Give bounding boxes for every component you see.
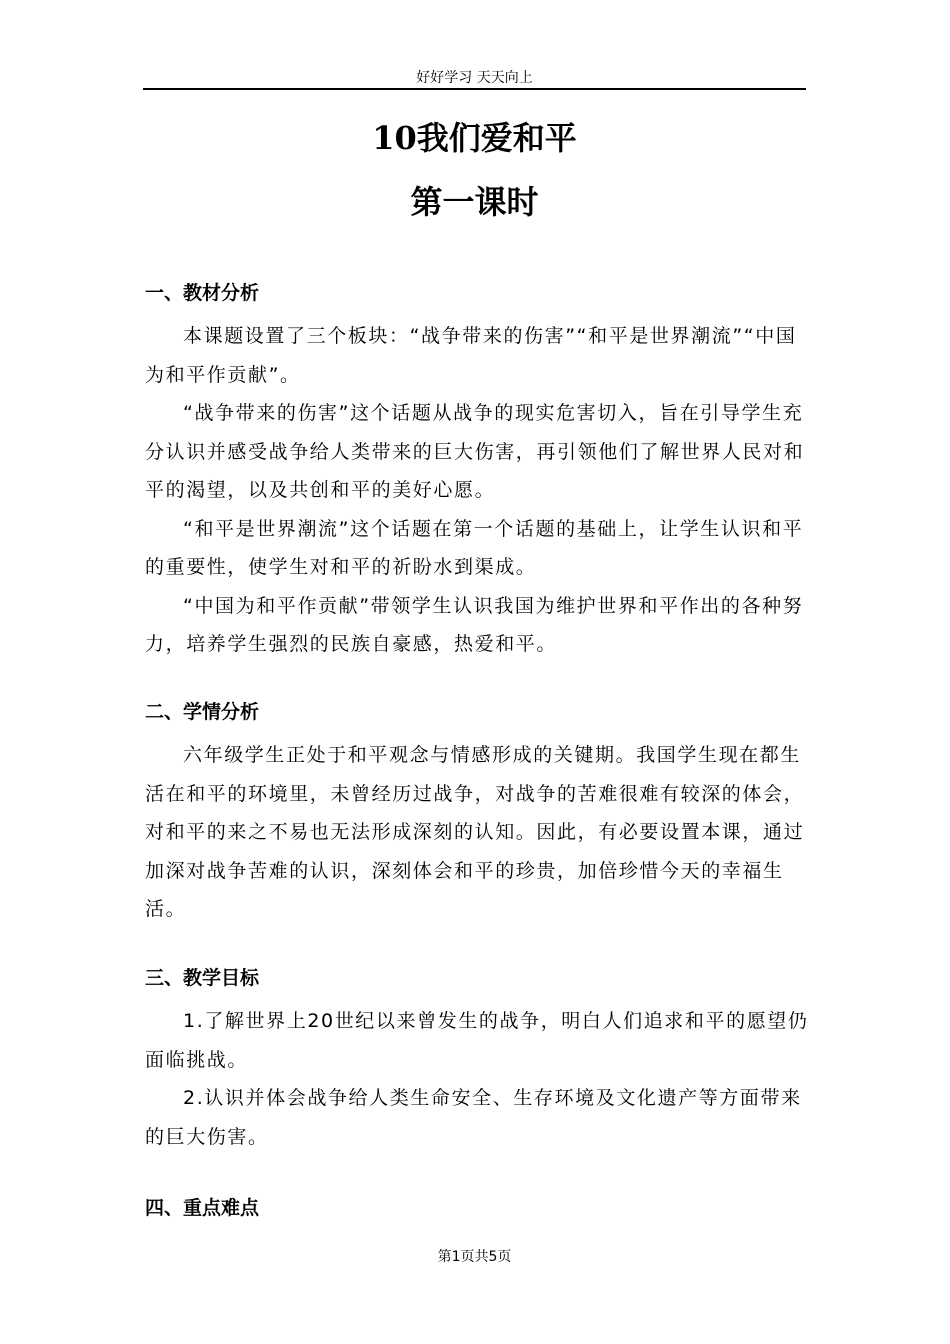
objective-item: 2.认识并体会战争给人类生命安全、生存环境及文化遗产等方面带来的巨大伤害。 xyxy=(145,1087,802,1148)
section-heading: 四、重点难点 xyxy=(145,1197,260,1219)
section-teaching-objectives xyxy=(145,965,810,1156)
paragraph: 六年级学生正处于和平观念与情感形成的关键期。我国学生现在都生活在和平的环境里，未曾经历过战争，对战争的苦难很难有较深的体会，对和平的来之不易也无法形成深刻的认知。因此，有必要设置本课，通过加深对战争苦难的认识，深刻体会和平的珍贵，加倍珍惜今天的幸福生活。 xyxy=(145,744,805,920)
paragraph: “中国为和平作贡献”带领学生认识我国为维护世界和平作出的各种努力，培养学生强烈的民族自豪感，热爱和平。 xyxy=(145,594,804,655)
paragraph: “和平是世界潮流”这个话题在第一个话题的基础上，让学生认识和平的重要性，使学生对和平的祈盼水到渠成。 xyxy=(145,517,804,578)
section-textbook-analysis xyxy=(145,280,810,664)
section-key-points xyxy=(145,1195,810,1221)
section-content xyxy=(145,1002,810,1156)
page-header: 好好学习 天天向上 xyxy=(416,70,533,86)
section-heading: 二、学情分析 xyxy=(145,701,260,723)
header-divider xyxy=(143,88,806,90)
lesson-subtitle: 第一课时 xyxy=(410,183,539,221)
lesson-title: 10我们爱和平 xyxy=(372,119,577,157)
section-heading: 一、教材分析 xyxy=(145,282,260,304)
section-content xyxy=(145,736,810,929)
paragraph: 本课题设置了三个板块：“战争带来的伤害”“和平是世界潮流”“中国为和平作贡献”。 xyxy=(145,325,797,386)
paragraph: “战争带来的伤害”这个话题从战争的现实危害切入，旨在引导学生充分认识并感受战争给人类带来的巨大伤害，再引领他们了解世界人民对和平的渴望，以及共创和平的美好心愿。 xyxy=(145,402,805,501)
section-learner-analysis xyxy=(145,699,810,929)
page-number: 第1页共5页 xyxy=(437,1249,512,1265)
section-content xyxy=(145,317,810,664)
section-heading: 三、教学目标 xyxy=(145,967,260,989)
objective-item: 1.了解世界上20世纪以来曾发生的战争，明白人们追求和平的愿望仍面临挑战。 xyxy=(145,1010,809,1071)
